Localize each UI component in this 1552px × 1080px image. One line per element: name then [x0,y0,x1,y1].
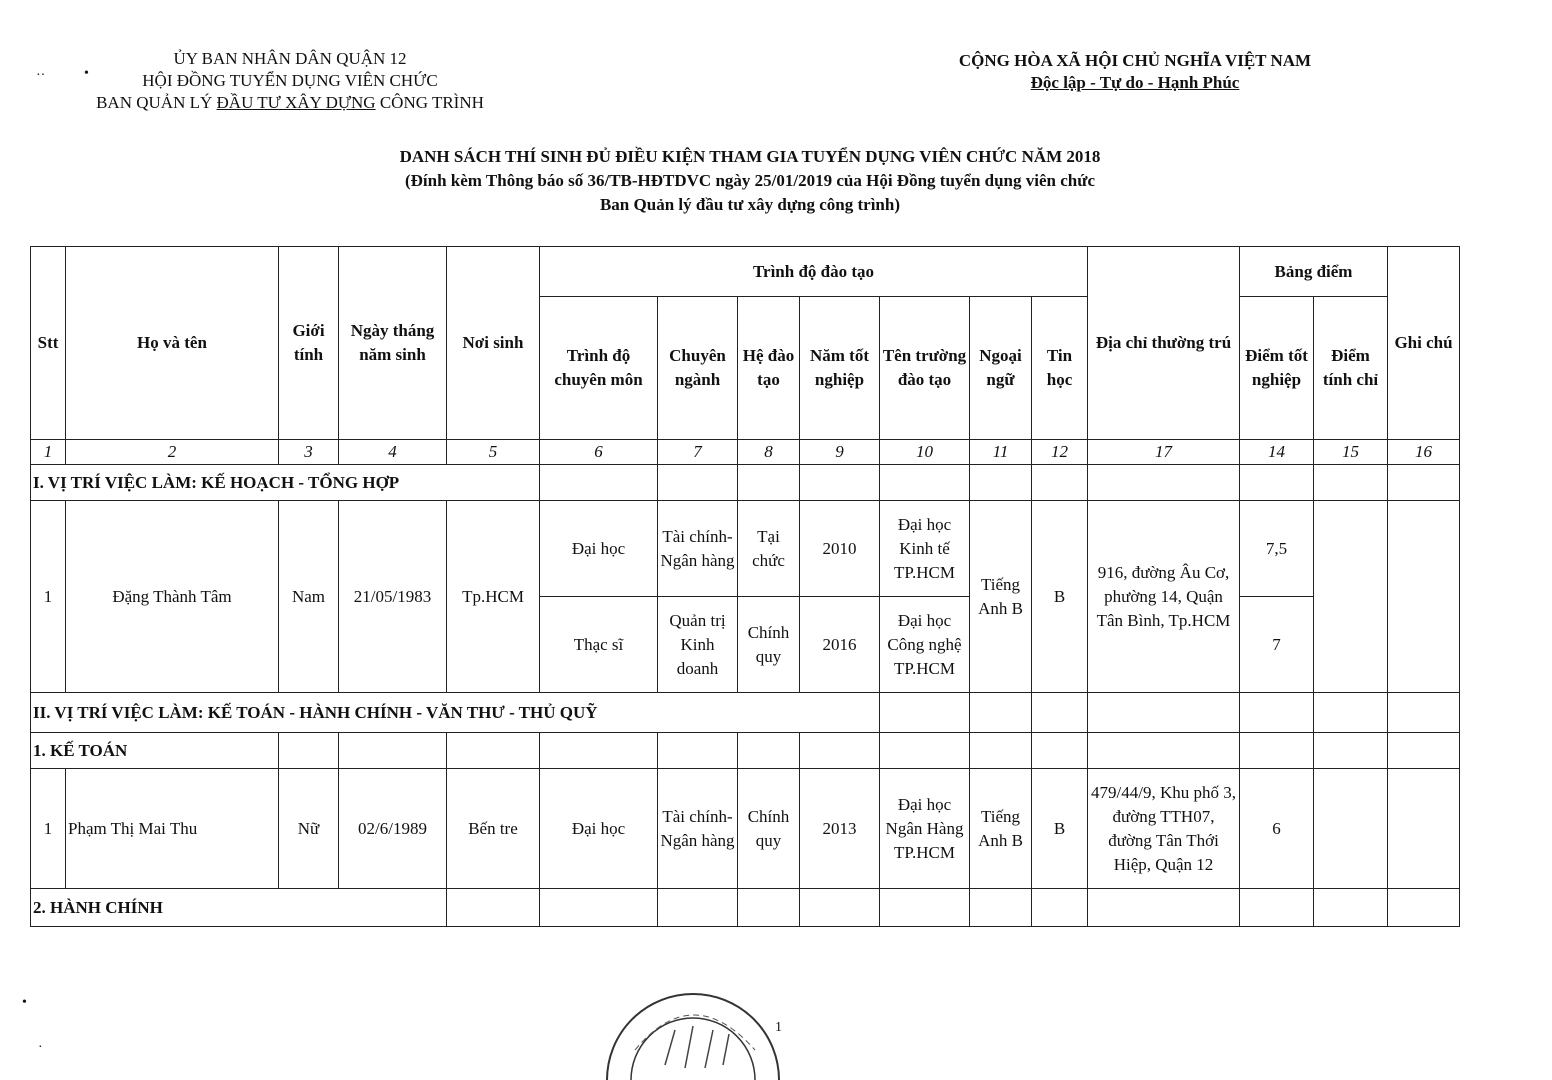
cell-trinh-do: Thạc sĩ [540,597,658,693]
subsection-title: 1. KẾ TOÁN [31,733,279,769]
col-number: 2 [66,440,279,465]
header-left-line3-suffix: CÔNG TRÌNH [375,93,484,112]
col-number: 7 [658,440,738,465]
cell-gioi-tinh: Nữ [279,769,339,889]
col-number: 1 [31,440,66,465]
cell-stt: 1 [31,769,66,889]
header-ngay-sinh: Ngày tháng năm sinh [339,247,447,440]
header-right [915,50,1355,94]
cell-dia-chi: 479/44/9, Khu phố 3, đường TTH07, đường Tân Thới Hiệp, Quận 12 [1088,769,1240,889]
header-row-1 [31,247,1460,297]
col-number: 6 [540,440,658,465]
cell-he-dao-tao: Chính quy [738,769,800,889]
cell-ghi-chu [1388,501,1460,693]
cell-diem-tc [1314,769,1388,889]
scan-dot: · [38,1040,43,1055]
cell-chuyen-nganh: Tài chính-Ngân hàng [658,501,738,597]
header-ho-ten: Họ và tên [66,247,279,440]
col-number: 9 [800,440,880,465]
title-line2: (Đính kèm Thông báo số 36/TB-HĐTDVC ngày 25/01/2019 của Hội Đồng tuyển dụng viên chức [404,171,1095,190]
header-ten-truong: Tên trường đào tạo [880,297,970,440]
header-right-line1: CỘNG HÒA XÃ HỘI CHỦ NGHĨA VIỆT NAM [958,51,1312,70]
subsection-row [31,889,1460,927]
cell-nam-tn: 2013 [800,769,880,889]
header-nam-tn: Năm tốt nghiệp [800,297,880,440]
document-title [200,145,1300,217]
section-title: I. VỊ TRÍ VIỆC LÀM: KẾ HOẠCH - TỔNG HỢP [31,465,540,501]
header-he-dao-tao: Hệ đào tạo [738,297,800,440]
scan-dot: ·· [36,68,46,83]
cell-tin-hoc: B [1032,501,1088,693]
official-seal [605,990,785,1080]
cell-ngay-sinh: 21/05/1983 [339,501,447,693]
section-row [31,693,1460,733]
header-left-line3-prefix: BAN QUẢN LÝ [96,93,217,112]
cell-ten-truong: Đại học Kinh tế TP.HCM [880,501,970,597]
col-number: 11 [970,440,1032,465]
section-title: II. VỊ TRÍ VIỆC LÀM: KẾ TOÁN - HÀNH CHÍNH - VĂN THƯ - THỦ QUỸ [31,693,880,733]
subsection-title: 2. HÀNH CHÍNH [31,889,447,927]
header-noi-sinh: Nơi sinh [447,247,540,440]
table-row [31,501,1460,597]
cell-chuyen-nganh: Tài chính-Ngân hàng [658,769,738,889]
col-number: 5 [447,440,540,465]
col-number: 16 [1388,440,1460,465]
col-number: 14 [1240,440,1314,465]
cell-chuyen-nganh: Quản trị Kinh doanh [658,597,738,693]
header-ngoai-ngu: Ngoại ngữ [970,297,1032,440]
cell-ngoai-ngu: Tiếng Anh B [970,769,1032,889]
cell-dia-chi: 916, đường Âu Cơ, phường 14, Quận Tân Bình, Tp.HCM [1088,501,1240,693]
col-number: 10 [880,440,970,465]
cell-diem-tn: 6 [1240,769,1314,889]
cell-trinh-do: Đại học [540,769,658,889]
header-chuyen-nganh: Chuyên ngành [658,297,738,440]
header-gioi-tinh: Giới tính [279,247,339,440]
header-bang-diem-group: Bảng điểm [1240,247,1388,297]
header-tin-hoc: Tin học [1032,297,1088,440]
header-diem-tn: Điểm tốt nghiệp [1240,297,1314,440]
cell-noi-sinh: Bến tre [447,769,540,889]
header-trinh-do-cm: Trình độ chuyên môn [540,297,658,440]
header-ghi-chu: Ghi chú [1388,247,1460,440]
header-left-line1: ỦY BAN NHÂN DÂN QUẬN 12 [173,49,407,68]
col-number: 4 [339,440,447,465]
scan-dot: • [22,995,27,1010]
title-line3: Ban Quản lý đầu tư xây dựng công trình) [599,195,901,214]
cell-tin-hoc: B [1032,769,1088,889]
cell-ten-truong: Đại học Công nghệ TP.HCM [880,597,970,693]
header-left-line3 [60,92,520,114]
cell-nam-tn: 2016 [800,597,880,693]
scan-dot: • [84,66,89,81]
col-number: 3 [279,440,339,465]
cell-noi-sinh: Tp.HCM [447,501,540,693]
header-stt: Stt [31,247,66,440]
section-row [31,465,1460,501]
cell-stt: 1 [31,501,66,693]
header-dia-chi: Địa chỉ thường trú [1088,247,1240,440]
subsection-row [31,733,1460,769]
title-line1: DANH SÁCH THÍ SINH ĐỦ ĐIỀU KIỆN THAM GIA TUYỂN DỤNG VIÊN CHỨC NĂM 2018 [399,147,1101,166]
cell-ngoai-ngu: Tiếng Anh B [970,501,1032,693]
header-trinh-do-group: Trình độ đào tạo [540,247,1088,297]
cell-nam-tn: 2010 [800,501,880,597]
table-row [31,769,1460,889]
column-number-row [31,440,1460,465]
cell-trinh-do: Đại học [540,501,658,597]
col-number: 12 [1032,440,1088,465]
header-right-line2: Độc lập - Tự do - Hạnh Phúc [1030,73,1240,92]
cell-ghi-chu [1388,769,1460,889]
header-left [60,48,520,114]
header-diem-tc: Điểm tính chỉ [1314,297,1388,440]
cell-he-dao-tao: Tại chức [738,501,800,597]
cell-diem-tc [1314,501,1388,693]
col-number: 15 [1314,440,1388,465]
cell-ngay-sinh: 02/6/1989 [339,769,447,889]
cell-diem-tn: 7 [1240,597,1314,693]
page-number: 1 [775,1020,782,1035]
cell-he-dao-tao: Chính quy [738,597,800,693]
header-left-line2: HỘI ĐỒNG TUYỂN DỤNG VIÊN CHỨC [142,71,438,90]
cell-gioi-tinh: Nam [279,501,339,693]
cell-ten-truong: Đại học Ngân Hàng TP.HCM [880,769,970,889]
col-number: 8 [738,440,800,465]
cell-ho-ten: Phạm Thị Mai Thu [66,769,279,889]
col-number: 17 [1088,440,1240,465]
header-left-line3-underlined: ĐẦU TƯ XÂY DỰNG [216,93,376,112]
cell-ho-ten: Đặng Thành Tâm [66,501,279,693]
candidate-table [30,246,1460,927]
cell-diem-tn: 7,5 [1240,501,1314,597]
